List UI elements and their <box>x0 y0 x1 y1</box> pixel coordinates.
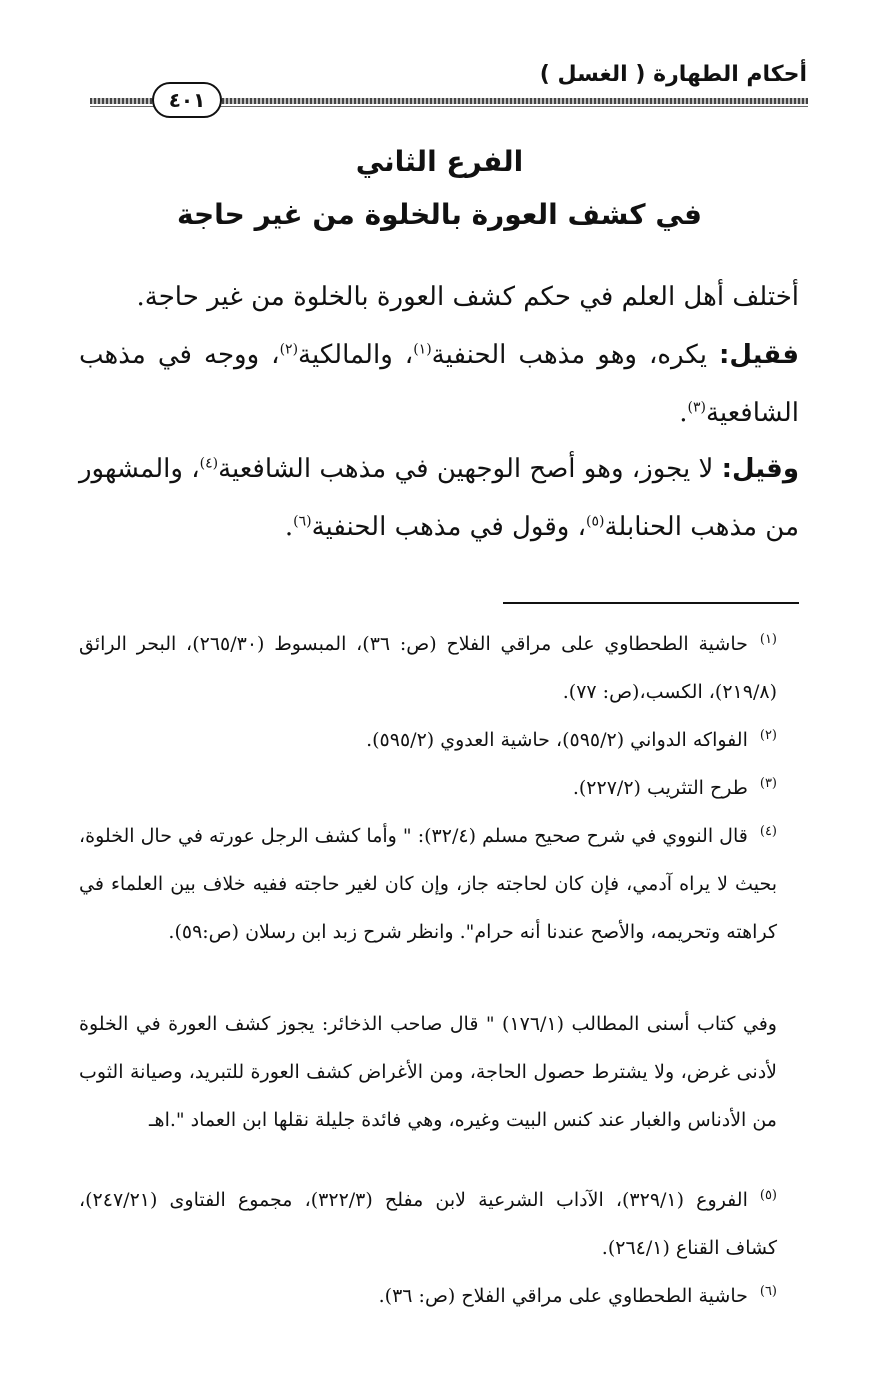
footnote-2 <box>79 716 799 764</box>
footnote-number: (٥) <box>759 1187 777 1203</box>
paragraph-text: ، والمشهور من مذهب الحنابلة <box>79 454 799 542</box>
opinion-lead-word: وقيل: <box>721 454 799 484</box>
footnote-number: (٤) <box>759 823 777 839</box>
footnote-ref[interactable]: (٢) <box>279 341 299 358</box>
paragraph-text: . <box>679 398 688 428</box>
paragraph-intro: أختلف أهل العلم في حكم كشف العورة بالخلوة من غير حاجة. <box>136 282 799 312</box>
footnote-ref[interactable]: (٣) <box>687 399 706 416</box>
paragraph-text: ، ووجه في مذهب الشافعية <box>79 340 799 428</box>
footnote-3 <box>79 764 799 812</box>
opinion-lead-word: فقيل: <box>719 340 799 370</box>
footnote-number: (٣) <box>759 775 777 791</box>
footnote-ref[interactable]: (٤) <box>199 455 219 472</box>
footnote-number: (٦) <box>759 1283 777 1299</box>
footnote-text: حاشية الطحطاوي على مراقي الفلاح (ص: ٣٦). <box>378 1285 748 1307</box>
footnote-text: حاشية الطحطاوي على مراقي الفلاح (ص: ٣٦)، المبسوط (٢٦٥/٣٠)، البحر الرائق (٢١٩/٨)، الكسب،(ص: ٧٧). <box>79 633 777 703</box>
section-subtitle: في كشف العورة بالخلوة من غير حاجة <box>177 198 702 231</box>
footnote-number: (٢) <box>759 727 777 743</box>
page-number-text: ٤٠١ <box>168 88 206 112</box>
footnote-1 <box>79 620 799 716</box>
paragraph-first-opinion <box>79 326 799 442</box>
footnote-4 <box>79 812 799 956</box>
page-number <box>152 82 222 118</box>
running-header-title: أحكام الطهارة ( الغسل ) <box>539 62 807 87</box>
footnote-5 <box>79 1176 799 1272</box>
paragraph-text: . <box>284 512 294 542</box>
footnote-text: قال النووي في شرح صحيح مسلم (٣٢/٤): " وأما كشف الرجل عورته في حال الخلوة، بحيث لا يراه آدمي، فإن كان لحاجته جاز، وإن كان لغير حاجته ففيه خلاف بين العلماء في كراهته وتحريمه، والأصح عندنا أنه حرام". وانظر شرح زبد ابن رسلان (ص:٥٩). <box>79 825 777 943</box>
footnote-ref[interactable]: (٥) <box>585 513 605 530</box>
footnote-6 <box>79 1272 799 1320</box>
footnote-ref[interactable]: (١) <box>413 341 432 358</box>
footnote-4-continuation <box>79 1000 799 1144</box>
footnote-text: وفي كتاب أسنى المطالب (١٧٦/١) " قال صاحب الذخائر: يجوز كشف العورة في الخلوة لأدنى غرض، ولا يشترط حصول الحاجة، ومن الأغراض كشف العورة للتبريد، وصيانة الثوب من الأدناس والغبار عند كنس البيت وغيره، وهي فائدة جليلة نقلها ابن العماد ".اهـ <box>79 1013 777 1131</box>
footnote-separator <box>503 602 799 604</box>
footnote-text: الفروع (٣٢٩/١)، الآداب الشرعية لابن مفلح (٣٢٢/٣)، مجموع الفتاوى (٢٤٧/٢١)، كشاف القناع (٢٦٤/١). <box>79 1189 777 1259</box>
paragraph-text: ، وقول في مذهب الحنفية <box>311 512 586 542</box>
footnote-ref[interactable]: (٦) <box>293 513 312 530</box>
paragraph-text: يكره، وهو مذهب الحنفية <box>431 340 720 370</box>
paragraph-second-opinion <box>79 440 799 556</box>
footnote-text: الفواكه الدواني (٥٩٥/٢)، حاشية العدوي (٥٩٥/٢). <box>366 729 748 751</box>
footnote-number: (١) <box>759 631 777 647</box>
paragraph-text: لا يجوز، وهو أصح الوجهين في مذهب الشافعية <box>218 454 722 484</box>
section-title: الفرع الثاني <box>355 145 524 178</box>
footnote-text: طرح التثريب (٢٢٧/٢). <box>572 777 748 799</box>
paragraph-text: ، والمالكية <box>298 340 414 370</box>
